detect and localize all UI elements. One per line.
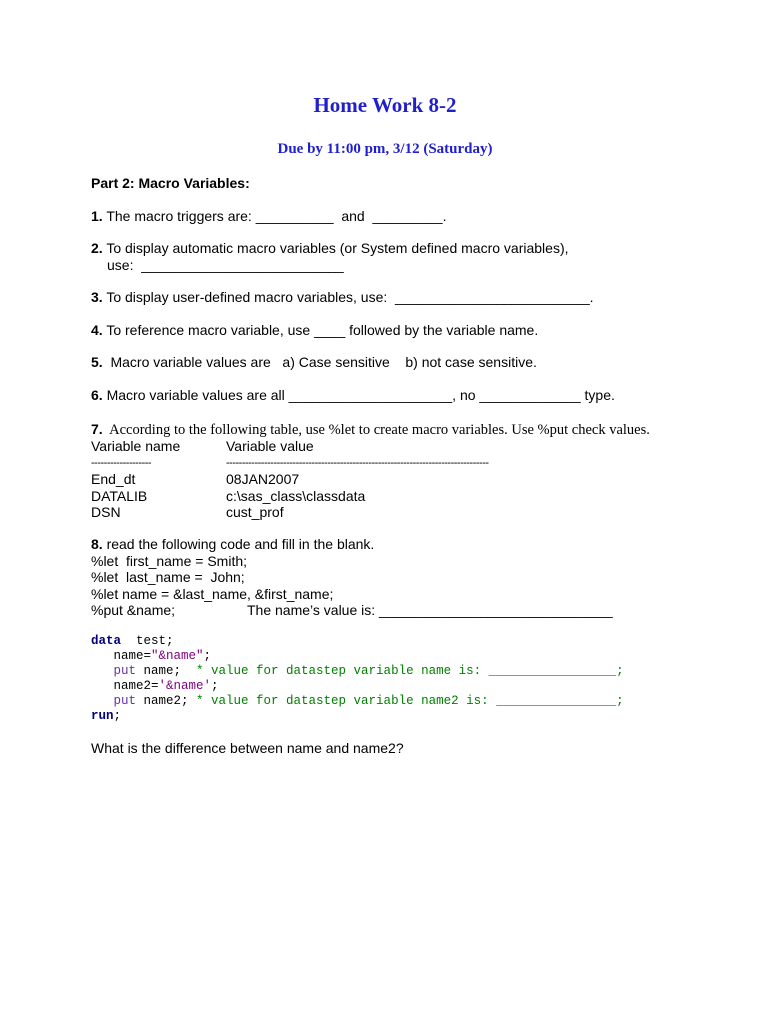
question-text: The macro triggers are: __________ and _________. [102, 208, 447, 224]
table-row-name: DSN [91, 504, 121, 520]
macro-line-2: %let last_name = John; [91, 569, 245, 585]
question-7 [91, 421, 650, 439]
code-text: ; [211, 679, 219, 693]
table-row-name: DATALIB [91, 488, 148, 504]
question-text: To display user-defined macro variables, use: _________________________. [102, 289, 594, 305]
question-4 [91, 322, 538, 339]
table-row-value: 08JAN2007 [226, 471, 300, 487]
code-text: name= [91, 649, 152, 663]
question-text: According to the following table, use %let to create macro variables. Use %put check values. [102, 422, 650, 438]
code-keyword: put [91, 694, 137, 708]
code-line-1 [91, 634, 174, 649]
question-text: Macro variable values are a) Case sensitive b) not case sensitive. [102, 354, 537, 370]
table-header-name: Variable name [91, 438, 181, 454]
macro-line-4-answer: The name’s value is: ______________________________ [247, 602, 613, 618]
macro-line-3: %let name = &last_name, &first_name; [91, 586, 334, 602]
question-text: read the following code and fill in the blank. [102, 536, 375, 552]
code-comment: * value for datastep variable name is: _________________; [196, 664, 624, 678]
question-text: To reference macro variable, use ____ followed by the variable name. [102, 322, 539, 338]
code-keyword: run [91, 709, 114, 723]
question-8 [91, 536, 374, 553]
code-string: '&name' [158, 679, 212, 693]
macro-line-1: %let first_name = Smith; [91, 553, 248, 569]
code-keyword: put [91, 664, 137, 678]
table-row-value: c:\sas_class\classdata [226, 488, 366, 504]
question-text: To display automatic macro variables (or System defined macro variables), [102, 240, 569, 256]
final-question: What is the difference between name and name2? [91, 740, 404, 756]
code-line-3 [91, 664, 624, 679]
code-text: name; [136, 664, 197, 678]
question-number: 1. [91, 208, 103, 224]
question-number: 3. [91, 289, 103, 305]
question-text: Macro variable values are all _____________________, no _____________ type. [102, 387, 615, 403]
part-heading: Part 2: Macro Variables: [91, 175, 250, 191]
macro-line-4: %put &name; [91, 602, 176, 618]
question-2-continued: use: __________________________ [107, 257, 344, 273]
code-text: ; [113, 709, 122, 723]
question-1 [91, 208, 446, 225]
question-number: 5. [91, 354, 103, 370]
question-2 [91, 240, 569, 257]
table-header-value: Variable value [226, 438, 314, 454]
question-3 [91, 289, 594, 306]
code-line-6 [91, 709, 121, 724]
code-line-4 [91, 679, 219, 694]
code-comment: * value for datastep variable name2 is: ________________; [196, 694, 624, 708]
question-6 [91, 387, 615, 404]
due-date: Due by 11:00 pm, 3/12 (Saturday) [277, 141, 493, 157]
page-title: Home Work 8-2 [313, 93, 457, 117]
question-number: 2. [91, 240, 103, 256]
code-string: "&name" [151, 649, 204, 663]
code-text: name2= [91, 679, 159, 693]
question-5 [91, 354, 537, 371]
table-row-name: End_dt [91, 471, 136, 487]
table-row-value: cust_prof [226, 504, 284, 520]
code-line-5 [91, 694, 624, 709]
question-number: 4. [91, 322, 103, 338]
code-text: test; [121, 634, 174, 648]
question-number: 6. [91, 387, 103, 403]
question-number: 7. [91, 421, 103, 437]
table-separator-value: ----------------------------------------------------------------------------------- [226, 457, 489, 469]
code-text: ; [203, 649, 212, 663]
code-line-2 [91, 649, 211, 664]
table-separator-name: ------------------- [91, 457, 152, 469]
question-number: 8. [91, 536, 103, 552]
code-text: name2; [136, 694, 197, 708]
code-keyword: data [91, 634, 122, 648]
